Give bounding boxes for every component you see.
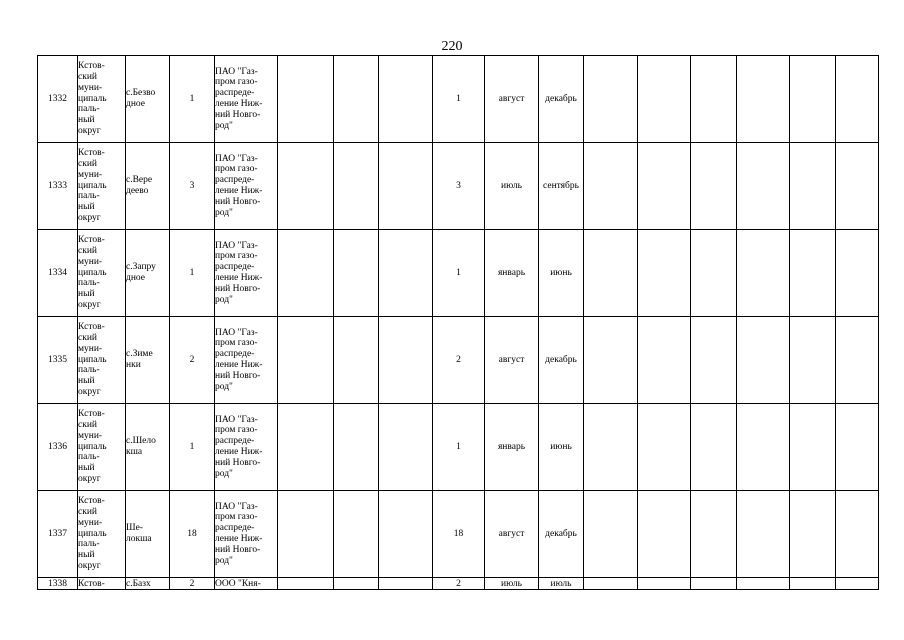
- end-month-cell: [539, 143, 584, 230]
- row-number-text: 1332: [48, 93, 67, 104]
- count2-cell: [433, 56, 485, 143]
- count2-cell: [433, 404, 485, 491]
- count-cell: [170, 143, 215, 230]
- row-number-text: 1337: [48, 528, 67, 539]
- empty-cell: [691, 317, 737, 404]
- start-month-cell: [485, 230, 539, 317]
- empty-cell: [691, 404, 737, 491]
- empty-cell: [638, 143, 691, 230]
- organization-cell: [215, 491, 278, 578]
- empty-cell: [584, 317, 638, 404]
- empty-cell: [334, 230, 379, 317]
- settlement-cell: [126, 317, 170, 404]
- empty-cell: [638, 230, 691, 317]
- municipality-cell: [78, 317, 126, 404]
- table-row: [38, 404, 879, 491]
- municipality-cell: [78, 230, 126, 317]
- count-cell-text: 1: [189, 441, 195, 452]
- empty-cell: [584, 578, 638, 590]
- municipality-cell: [78, 404, 126, 491]
- empty-cell: [278, 230, 334, 317]
- start-month-cell-text: июль: [500, 578, 523, 589]
- empty-cell: [638, 404, 691, 491]
- empty-cell: [737, 317, 790, 404]
- empty-cell: [836, 56, 879, 143]
- start-month-cell-text: август: [498, 354, 525, 365]
- end-month-cell-text: декабрь: [545, 93, 577, 104]
- municipality-cell: [78, 491, 126, 578]
- empty-cell: [334, 317, 379, 404]
- settlement-cell-text: с.Шело кша: [126, 436, 156, 457]
- count2-cell-text: 2: [456, 354, 461, 365]
- count-cell: [170, 491, 215, 578]
- empty-cell: [584, 230, 638, 317]
- start-month-cell-text: январь: [497, 267, 526, 278]
- municipality-cell: [78, 143, 126, 230]
- page-number: 220: [441, 39, 463, 54]
- end-month-cell-text: декабрь: [545, 528, 577, 539]
- settlement-cell: [126, 578, 170, 590]
- organization-cell: [215, 578, 278, 590]
- organization-cell: [215, 143, 278, 230]
- empty-cell: [379, 143, 433, 230]
- count2-cell: [433, 491, 485, 578]
- empty-cell: [790, 230, 836, 317]
- table-row: [38, 230, 879, 317]
- start-month-cell: [485, 143, 539, 230]
- end-month-cell-text: сентябрь: [543, 180, 579, 191]
- settlement-cell: [126, 491, 170, 578]
- empty-cell: [278, 491, 334, 578]
- count-cell-text: 2: [189, 578, 195, 589]
- empty-cell: [638, 491, 691, 578]
- organization-cell: [215, 404, 278, 491]
- empty-cell: [584, 491, 638, 578]
- empty-cell: [691, 230, 737, 317]
- empty-cell: [334, 143, 379, 230]
- organization-cell-text: ПАО "Газ- пром газо- распреде- ление Ниж- ний Новго- род": [215, 153, 263, 218]
- organization-cell: [215, 317, 278, 404]
- organization-cell: [215, 56, 278, 143]
- empty-cell: [790, 578, 836, 590]
- empty-cell: [638, 56, 691, 143]
- organization-cell: [215, 230, 278, 317]
- end-month-cell: [539, 404, 584, 491]
- empty-cell: [334, 56, 379, 143]
- row-number: [38, 143, 78, 230]
- count-cell-text: 1: [189, 93, 195, 104]
- row-number: [38, 491, 78, 578]
- empty-cell: [379, 578, 433, 590]
- count2-cell-text: 1: [456, 93, 461, 104]
- organization-cell-text: ПАО "Газ- пром газо- распреде- ление Ниж- ний Новго- род": [215, 66, 263, 131]
- count2-cell-text: 2: [456, 578, 461, 589]
- table-row: [38, 143, 879, 230]
- count2-cell: [433, 143, 485, 230]
- empty-cell: [737, 578, 790, 590]
- schedule-table: [37, 55, 879, 590]
- empty-cell: [638, 578, 691, 590]
- end-month-cell: [539, 230, 584, 317]
- empty-cell: [691, 578, 737, 590]
- table-row: [38, 491, 879, 578]
- table-row: [38, 317, 879, 404]
- organization-cell-text: ПАО "Газ- пром газо- распреде- ление Ниж- ний Новго- род": [215, 501, 263, 566]
- count2-cell-text: 18: [453, 528, 464, 539]
- row-number: [38, 404, 78, 491]
- table-row: [38, 56, 879, 143]
- settlement-cell-text: Ше- локша: [126, 523, 152, 544]
- municipality-cell-text: Кстов- ский муни- ципаль паль- ный округ: [78, 409, 107, 484]
- empty-cell: [334, 404, 379, 491]
- start-month-cell: [485, 317, 539, 404]
- empty-cell: [278, 56, 334, 143]
- row-number-text: 1336: [48, 441, 67, 452]
- settlement-cell-text: с.Безво дное: [126, 88, 156, 109]
- count-cell-text: 1: [189, 267, 195, 278]
- settlement-cell-text: с.Зиме нки: [126, 349, 153, 370]
- empty-cell: [790, 491, 836, 578]
- count2-cell: [433, 317, 485, 404]
- organization-cell-text: ПАО "Газ- пром газо- распреде- ление Ниж- ний Новго- род": [215, 327, 263, 392]
- row-number: [38, 230, 78, 317]
- start-month-cell: [485, 578, 539, 590]
- organization-cell-text: ООО "Кня-: [215, 578, 261, 589]
- count-cell: [170, 404, 215, 491]
- start-month-cell-text: август: [498, 528, 525, 539]
- settlement-cell: [126, 404, 170, 491]
- empty-cell: [278, 404, 334, 491]
- empty-cell: [334, 491, 379, 578]
- start-month-cell: [485, 491, 539, 578]
- municipality-cell-text: Кстов- ский муни- ципаль паль- ный округ: [78, 148, 107, 223]
- row-number-text: 1338: [48, 578, 67, 589]
- empty-cell: [836, 317, 879, 404]
- organization-cell-text: ПАО "Газ- пром газо- распреде- ление Ниж- ний Новго- род": [215, 240, 263, 305]
- empty-cell: [737, 56, 790, 143]
- end-month-cell-text: июль: [550, 578, 572, 589]
- municipality-cell-text: Кстов- ский муни- ципаль паль- ный округ: [78, 61, 107, 136]
- end-month-cell: [539, 578, 584, 590]
- start-month-cell: [485, 404, 539, 491]
- empty-cell: [836, 143, 879, 230]
- end-month-cell: [539, 317, 584, 404]
- count2-cell-text: 3: [456, 180, 461, 191]
- end-month-cell-text: декабрь: [545, 354, 577, 365]
- municipality-cell: [78, 578, 126, 590]
- empty-cell: [691, 143, 737, 230]
- empty-cell: [691, 491, 737, 578]
- empty-cell: [836, 578, 879, 590]
- empty-cell: [278, 578, 334, 590]
- empty-cell: [638, 317, 691, 404]
- empty-cell: [379, 317, 433, 404]
- empty-cell: [379, 491, 433, 578]
- settlement-cell-text: с.Запру дное: [126, 262, 156, 283]
- end-month-cell-text: июнь: [550, 267, 572, 278]
- empty-cell: [790, 143, 836, 230]
- settlement-cell-text: с.Вере деево: [126, 175, 153, 196]
- empty-cell: [584, 143, 638, 230]
- count2-cell: [433, 578, 485, 590]
- municipality-cell-text: Кстов- ский муни- ципаль паль- ный округ: [78, 322, 107, 397]
- count-cell: [170, 317, 215, 404]
- empty-cell: [836, 491, 879, 578]
- count2-cell-text: 1: [456, 267, 461, 278]
- municipality-cell-text: Кстов- ский муни- ципаль паль- ный округ: [78, 496, 107, 571]
- start-month-cell: [485, 56, 539, 143]
- count-cell: [170, 230, 215, 317]
- empty-cell: [790, 56, 836, 143]
- start-month-cell-text: январь: [497, 441, 526, 452]
- row-number: [38, 578, 78, 590]
- empty-cell: [334, 578, 379, 590]
- empty-cell: [278, 317, 334, 404]
- start-month-cell-text: июль: [500, 180, 523, 191]
- count-cell: [170, 56, 215, 143]
- count-cell: [170, 578, 215, 590]
- end-month-cell: [539, 56, 584, 143]
- row-number-text: 1333: [48, 180, 67, 191]
- empty-cell: [836, 230, 879, 317]
- row-number-text: 1334: [48, 267, 67, 278]
- start-month-cell-text: август: [498, 93, 525, 104]
- empty-cell: [737, 230, 790, 317]
- row-number-text: 1335: [48, 354, 67, 365]
- empty-cell: [584, 404, 638, 491]
- table-body: [38, 56, 879, 590]
- count2-cell: [433, 230, 485, 317]
- end-month-cell-text: июнь: [550, 441, 572, 452]
- municipality-cell-text: Кстов- ский муни- ципаль паль- ный округ: [78, 235, 107, 310]
- settlement-cell-text: с.Базх: [126, 578, 151, 589]
- empty-cell: [379, 230, 433, 317]
- municipality-cell-text: Кстов-: [78, 578, 105, 589]
- table-row: [38, 578, 879, 590]
- empty-cell: [691, 56, 737, 143]
- count-cell-text: 18: [187, 528, 197, 539]
- settlement-cell: [126, 56, 170, 143]
- empty-cell: [278, 143, 334, 230]
- row-number: [38, 56, 78, 143]
- empty-cell: [790, 317, 836, 404]
- row-number: [38, 317, 78, 404]
- empty-cell: [836, 404, 879, 491]
- empty-cell: [737, 491, 790, 578]
- municipality-cell: [78, 56, 126, 143]
- empty-cell: [737, 143, 790, 230]
- count-cell-text: 3: [189, 180, 195, 191]
- empty-cell: [379, 404, 433, 491]
- organization-cell-text: ПАО "Газ- пром газо- распреде- ление Ниж- ний Новго- род": [215, 414, 263, 479]
- settlement-cell: [126, 143, 170, 230]
- count-cell-text: 2: [189, 354, 195, 365]
- empty-cell: [737, 404, 790, 491]
- empty-cell: [790, 404, 836, 491]
- settlement-cell: [126, 230, 170, 317]
- empty-cell: [584, 56, 638, 143]
- count2-cell-text: 1: [456, 441, 461, 452]
- end-month-cell: [539, 491, 584, 578]
- empty-cell: [379, 56, 433, 143]
